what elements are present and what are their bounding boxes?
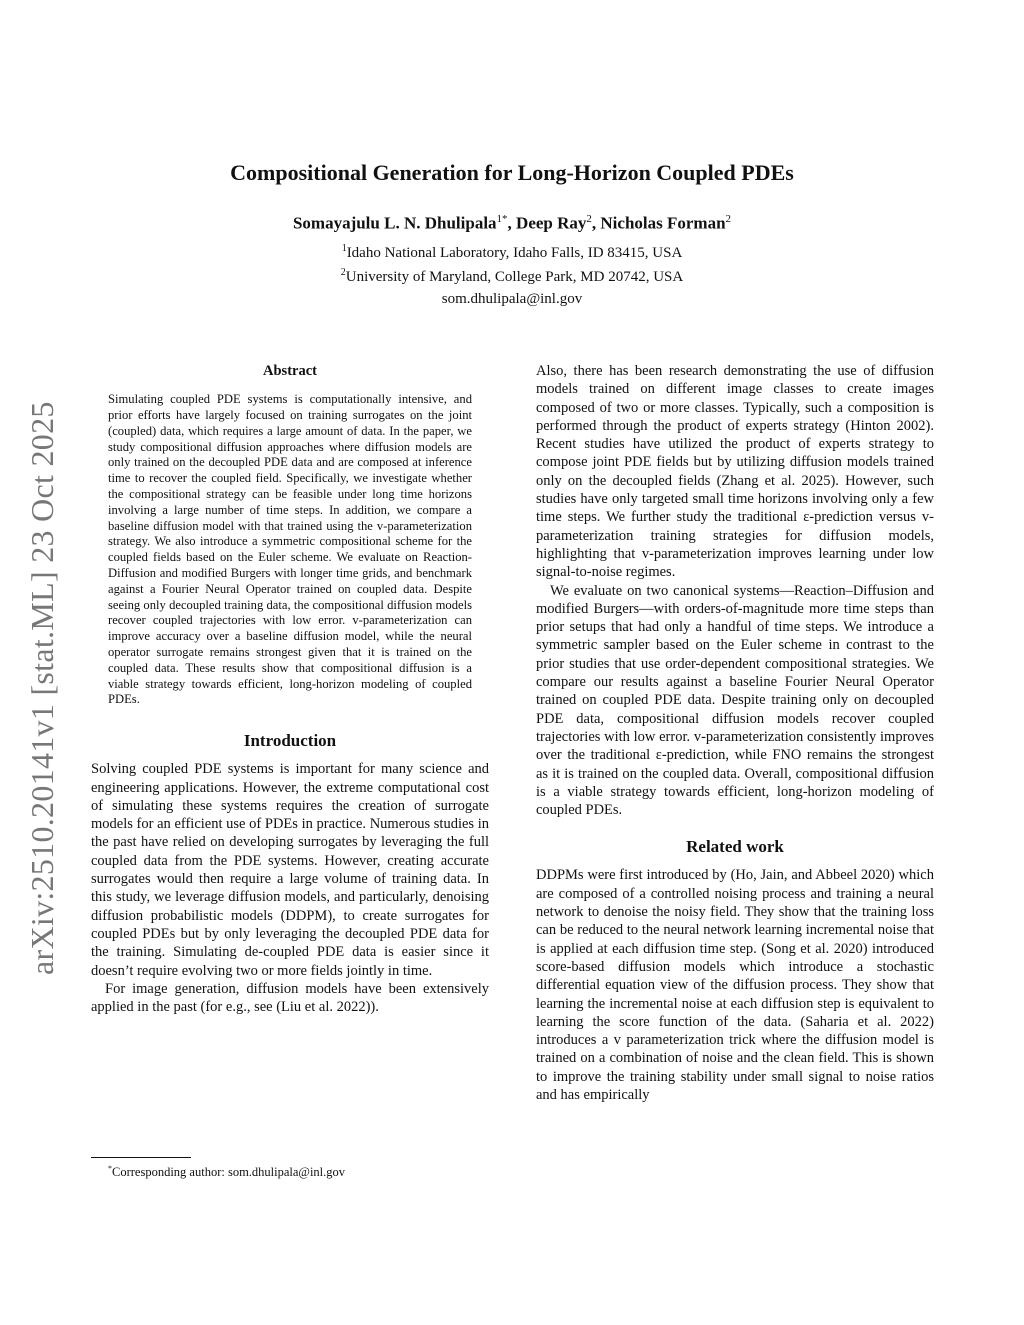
author-list: Somayajulu L. N. Dhulipala$^{1*}$, Deep Ray$^2$, Nicholas Forman$^2$ [292,213,732,233]
introduction-heading: Introduction [243,731,337,751]
affiliation-text: Idaho National Laboratory, Idaho Falls, ID 83415, USA [346,244,683,261]
paper-title: Compositional Generation for Long-Horizon Coupled PDEs [230,160,794,185]
footnote-text: Corresponding author: som.dhulipala@inl.gov [112,1165,346,1180]
abstract-heading: Abstract [263,363,317,379]
introduction-paragraph: We evaluate on two canonical systems—Reaction–Diffusion and modified Burgers—with orders-of-magnitude more time steps than prior setups that had only a handful of time steps. We introduce a symmetric sampler based on the Euler scheme in contrast to the prior studies that use order-dependent compositional strategies. We compare our results against a baseline Fourier Neural Operator trained on coupled PDE data. Despite training only on decoupled PDE data, compositional diffusion models recover coupled trajectories with low error. v-parameterization consistently improves over the traditional ε-prediction, while FNO remains the strongest as it is trained on the coupled data. Overall, compositional diffusion is a viable strategy towards efficient, long-horizon modeling of coupled PDEs. [536,582,934,819]
affiliation-text: University of Maryland, College Park, MD 20742, USA [345,268,684,285]
abstract-text: Simulating coupled PDE systems is computationally intensive, and prior efforts have largely focused on training surrogates on the joint (coupled) data, which requires a large amount of data. In the paper, we study compositional diffusion approaches where diffusion models are only trained on the decoupled PDE data and are composed at inference time to recover the coupled field. Specifically, we investigate whether the compositional strategy can be feasible under long time horizons involving a large number of time steps. In addition, we compare a baseline diffusion model with that trained using the v-parameterization strategy. We also introduce a symmetric compositional scheme for the coupled fields based on the Euler scheme. We evaluate on Reaction-Diffusion and modified Burgers with longer time grids, and benchmark against a Fourier Neural Operator trained on coupled data. Despite seeing only decoupled training data, the compositional diffusion models recover coupled trajectories with low error. v-parameterization can improve accuracy over a baseline diffusion model, while the neural operator surrogate remains strongest given that it is trained on the coupled data. These results show that compositional diffusion is a viable strategy towards efficient, long-horizon modeling of coupled PDEs. [108,392,472,707]
author-name: Somayajulu L. N. Dhulipala [292,213,497,233]
introduction-paragraph: Also, there has been research demonstrating the use of diffusion models trained on different image classes to create images composed of two or more classes. Typically, such a composition is performed through the product of experts strategy (Hinton 2002). Recent studies have utilized the product of experts strategy to compose joint PDE fields but by utilizing diffusion models trained only on the decoupled fields (Zhang et al. 2025). However, such studies have only targeted small time horizons involving only a few time steps. We further study the traditional ε-prediction versus v-parameterization training strategies for diffusion models, highlighting that v-parameterization improves learning under low signal-to-noise regimes. [536,363,934,581]
affiliation-mark: 2 [340,266,346,278]
related-work-heading: Related work [686,837,784,857]
paper-header [0,158,1024,309]
affiliation [0,263,1024,287]
affiliation [0,239,1024,263]
introduction-paragraph: Solving coupled PDE systems is important for many science and engineering applications. However, the extreme computational cost of simulating these systems requires the creation of surrogate models for an efficient use of PDEs in practice. Numerous studies in the past have relied on developing surrogates by leveraging the full coupled data from the PDE systems. However, creating accurate surrogates would then require a large volume of training data. In this study, we leverage diffusion models, and particularly, denoising diffusion probabilistic models (DDPM), to create surrogates for coupled PDEs but by only leveraging the decoupled PDE data for the training. Simulating de-coupled PDE data is easier since it doesn’t require evolving two or more fields jointly in time. [91,761,489,979]
footnote-mark: * [108,1164,112,1173]
introduction-paragraph: For image generation, diffusion models have been extensively applied in the past (for e.g., see (Liu et al. 2022)). [91,980,489,1016]
right-column [536,362,934,1104]
arxiv-identifier: arXiv:2510.20141v1 [stat.ML] 23 Oct 2025 [24,401,60,975]
related-work-paragraph: DDPMs were first introduced by (Ho, Jain, and Abbeel 2020) which are composed of a controlled noising process and training a neural network to denoise the noisy field. They show that the training loss can be reduced to the neural network learning incremental noise that is applied at each diffusion time step. (Song et al. 2020) introduced score-based diffusion models which introduce a stochastic differential equation view of the diffusion process. They show that learning the incremental noise at each diffusion step is equivalent to learning the score function of the data. (Saharia et al. 2022) introduces a v parameterization trick where the diffusion model is trained on a combination of noise and the clean field. This is shown to improve the training stability under small signal to noise ratios and has empirically [536,867,934,1103]
author-name: Deep Ray [516,213,587,233]
author-name: Nicholas Forman [600,213,726,233]
author-mark: 2 [725,213,732,225]
left-column [91,362,489,1016]
footnote-divider [91,1157,191,1158]
footnote [108,1161,345,1180]
author-mark: 1* [496,213,508,225]
contact-email: som.dhulipala@inl.gov [441,290,583,307]
author-mark: 2 [586,213,592,225]
affiliation-mark: 1 [341,242,347,254]
